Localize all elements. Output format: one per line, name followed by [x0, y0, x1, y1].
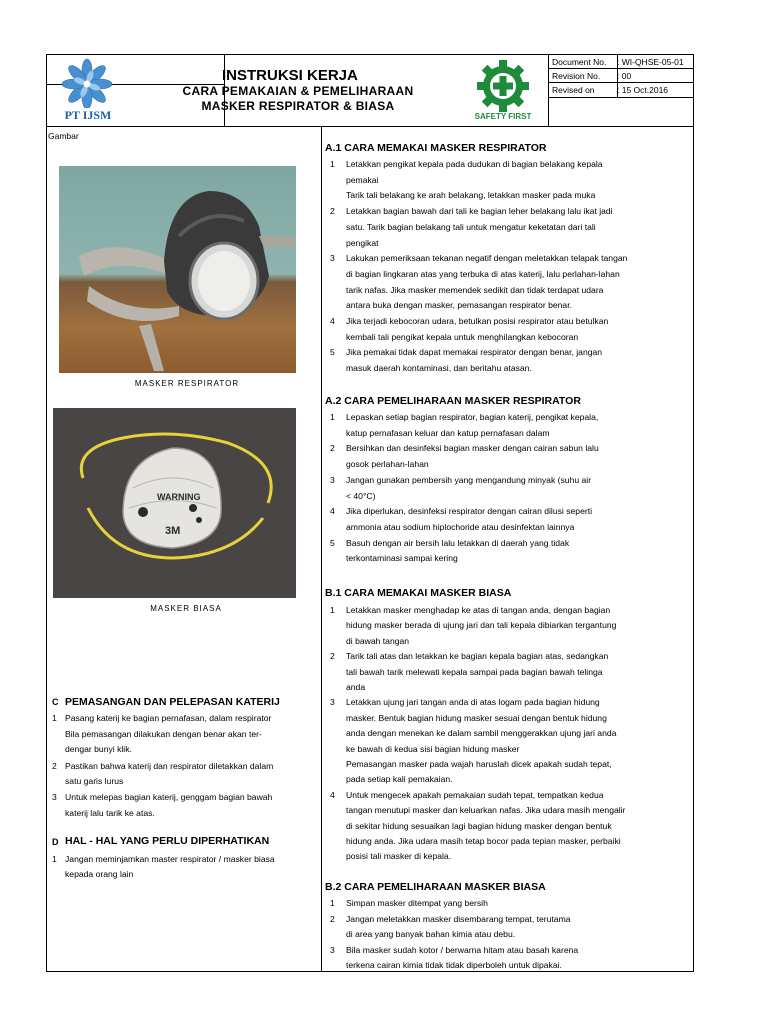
b2-item-number: 2 [330, 913, 335, 924]
c-item-number: 1 [52, 713, 57, 723]
c-line: Untuk melepas bagian katerij, genggam bagian bawah [65, 792, 273, 802]
a2-line: terkontaminasi sampai kering [346, 553, 458, 564]
b2-line: Bila masker sudah kotor / berwarna hitam atau basah karena [346, 944, 579, 955]
c-line: satu garis lurus [65, 776, 124, 786]
a1-item-number: 2 [330, 206, 335, 217]
b1-line: Tarik tali atas dan letakkan ke bagian kepala bagian atas, sedangkan [346, 651, 609, 662]
revised-on-label: Revised on [552, 85, 595, 95]
b2-line: di area yang banyak bahan kimia atau debu. [346, 929, 516, 940]
b2-line: Jangan meletakkan masker disembarang tempat, terutama [346, 913, 571, 924]
docinfo-row-2 [548, 82, 694, 83]
a2-item-number: 4 [330, 506, 335, 517]
revision-label: Revision No. [552, 71, 601, 81]
a1-line: Jika pemakai tidak dapat memakai respirator dengan benar, jangan [346, 347, 603, 358]
a1-item-number: 4 [330, 316, 335, 326]
a2-line: Jika diperlukan, desinfeksi respirator dengan cairan dilusi seperti [346, 506, 593, 517]
b1-line: pada setiap kali pemakaian. [346, 774, 453, 785]
d-line: kepada orang lain [65, 869, 134, 879]
revision-value: : 00 [617, 71, 632, 81]
a1-line: di bagian lingkaran atas yang terbuka di atas katerij, lalu perlahan-lahan [346, 268, 620, 279]
a1-line: pengikat [346, 237, 379, 248]
section-c-title: PEMASANGAN DAN PELEPASAN KATERIJ [65, 696, 280, 708]
a1-item-number: 3 [330, 253, 335, 264]
section-b1-title: B.1 CARA MEMAKAI MASKER BIASA [325, 587, 512, 599]
a2-item-number: 2 [330, 443, 335, 454]
c-line: Pastikan bahwa katerij dan respirator diletakkan dalam [65, 761, 274, 771]
subtitle-line-2: MASKER RESPIRATOR & BIASA [201, 99, 395, 113]
a1-line: kembali tali pengikat kepala untuk menghilangkan kebocoran [346, 331, 579, 342]
section-a1-title: A.1 CARA MEMAKAI MASKER RESPIRATOR [325, 142, 547, 154]
a1-line: Lakukan pemeriksaan tekanan negatif dengan meletakkan telapak tangan [346, 253, 628, 264]
a1-line: pemakai [346, 174, 379, 185]
a1-line: Letakkan bagian bawah dari tali ke bagian leher belakang lalu ikat jadi [346, 206, 613, 217]
b1-line: masker. Bentuk bagian hidung masker sesuai dengan bentuk hidung [346, 712, 607, 723]
a1-line: Tarik tali belakang ke arah belakang, letakkan masker pada muka [346, 190, 596, 201]
page-title: INSTRUKSI KERJA [222, 67, 358, 84]
a2-line: Basuh dengan air bersih lalu letakkan di daerah yang tidak [346, 537, 570, 548]
disposable-mask-photo [53, 408, 296, 598]
b1-line: Untuk mengecek apakah pemakaian sudah tepat, tempatkan kedua [346, 789, 604, 800]
b2-line: terkena cairan kimia tidak tidak diperboleh untuk dipakai. [346, 960, 562, 971]
a2-item-number: 5 [330, 537, 335, 548]
doc-no-value: : WI-QHSE-05-01 [617, 57, 684, 67]
docinfo-row-3 [548, 97, 694, 98]
a2-item-number: 3 [330, 474, 335, 485]
b1-line: Letakkan masker menghadap ke atas di tangan anda, dengan bagian [346, 605, 611, 615]
a2-line: Bersihkan dan desinfeksi bagian masker dengan cairan sabun lalu [346, 443, 599, 454]
a2-line: Lepaskan setiap bagian respirator, bagian katerij, pengikat kepala, [346, 412, 599, 422]
section-b2-title: B.2 CARA PEMELIHARAAN MASKER BIASA [325, 881, 546, 893]
b2-item-number: 1 [330, 898, 335, 908]
a2-line: Jangan gunakan pembersih yang mengandung minyak (suhu air [346, 474, 592, 485]
a2-line: < 40°C) [346, 490, 376, 501]
docinfo-row-1 [548, 68, 694, 69]
c-item-number: 2 [52, 761, 57, 771]
b1-line: anda [346, 682, 366, 692]
flower-logo-icon [56, 56, 118, 108]
a1-line: tarik nafas. Jika masker memendek sedikit dan tidak terdapat udara [346, 284, 604, 295]
b1-line: anda dengan menekan ke dalam sambil menggerakkan ujung jari anda [346, 728, 617, 739]
d-line: Jangan meminjamkan master respirator / masker biasa [65, 854, 275, 864]
a1-line: satu. Tarik bagian belakang tali untuk mengatur keketatan dari tali [346, 221, 596, 232]
a1-line: Jika terjadi kebocoran udara, betulkan posisi respirator atau betulkan [346, 316, 609, 326]
b1-line: Pemasangan masker pada wajah haruslah dicek apakah sudah tepat, [346, 759, 612, 769]
b1-line: tangan menutupi masker dan keluarkan nafas. Jika udara masih mengalir [346, 805, 626, 816]
c-line: Bila pemasangan dilakukan dengan benar akan ter- [65, 729, 262, 739]
b1-line: hidung masker berada di ujung jari dan tali kepala dibiarkan tergantung [346, 620, 617, 631]
section-d-title: HAL - HAL YANG PERLU DIPERHATIKAN [65, 835, 270, 847]
a1-line: Letakkan pengikat kepala pada dudukan di bagian belakang kepala [346, 159, 603, 169]
gambar-label: Gambar [48, 131, 79, 141]
a2-line: ammonia atau sodium hiplochoride atau desinfektan lainnya [346, 521, 575, 532]
b1-item-number: 4 [330, 789, 335, 800]
revised-on-value: : 15 Oct.2016 [617, 85, 669, 95]
c-item-number: 3 [52, 792, 57, 802]
caption-disposable-mask: MASKER BIASA [150, 604, 222, 613]
a2-item-number: 1 [330, 412, 335, 422]
b1-line: posisi tali masker di kepala. [346, 851, 452, 862]
respirator-photo [59, 166, 296, 373]
d-item-number: 1 [52, 854, 57, 864]
b1-line: ke bawah di kedua sisi bagian hidung masker [346, 743, 520, 754]
a2-line: katup pernafasan keluar dan katup pernafasan dalam [346, 427, 550, 438]
b1-line: tali bawah tarik melewati kepala sampai pada bagian bawah telinga [346, 666, 603, 677]
b1-line: hidung anda. Jika udara masih tetap bocor pada tepian masker, perbaiki [346, 836, 621, 846]
a1-line: antara buka dengan masker, pemasangan respirator benar. [346, 300, 572, 311]
subtitle-line-1: CARA PEMAKAIAN & PEMELIHARAAN [182, 84, 414, 98]
section-a2-title: A.2 CARA PEMELIHARAAN MASKER RESPIRATOR [325, 395, 581, 407]
a1-item-number: 5 [330, 347, 335, 358]
caption-respirator: MASKER RESPIRATOR [134, 379, 240, 388]
doc-no-label: Document No. [552, 57, 607, 67]
b1-item-number: 1 [330, 605, 335, 615]
c-line: dengar bunyi klik. [65, 744, 132, 754]
mask-warning-text: WARNING [157, 492, 201, 502]
a2-line: gosok perlahan-lahan [346, 459, 429, 470]
header-divider [46, 126, 694, 127]
column-divider [321, 126, 322, 972]
mask-brand-text: 3M [165, 525, 181, 537]
a1-item-number: 1 [330, 159, 335, 169]
section-d-letter: D [52, 837, 59, 847]
b2-line: Simpan masker ditempat yang bersih [346, 898, 488, 908]
a1-line: masuk daerah kontaminasi, dan beritahu atasan. [346, 363, 532, 374]
company-name: PT IJSM [64, 108, 112, 122]
c-line: katerij lalu tarik ke atas. [65, 808, 155, 818]
safety-first-label: SAFETY FIRST [474, 112, 532, 121]
b1-line: di sekitar hidung sesuaikan lagi bagian hidung masker dengan bentuk [346, 820, 612, 831]
b1-item-number: 2 [330, 651, 335, 662]
b2-item-number: 3 [330, 944, 335, 955]
b1-item-number: 3 [330, 697, 335, 708]
section-c-letter: C [52, 697, 59, 707]
docinfo-cell-border [548, 54, 549, 126]
safety-gear-icon [470, 58, 536, 114]
b1-line: di bawah tangan [346, 635, 410, 646]
c-line: Pasang katerij ke bagian pernafasan, dalam respirator [65, 713, 272, 723]
b1-line: Letakkan ujung jari tangan anda di atas logam pada bagian hidung [346, 697, 600, 708]
